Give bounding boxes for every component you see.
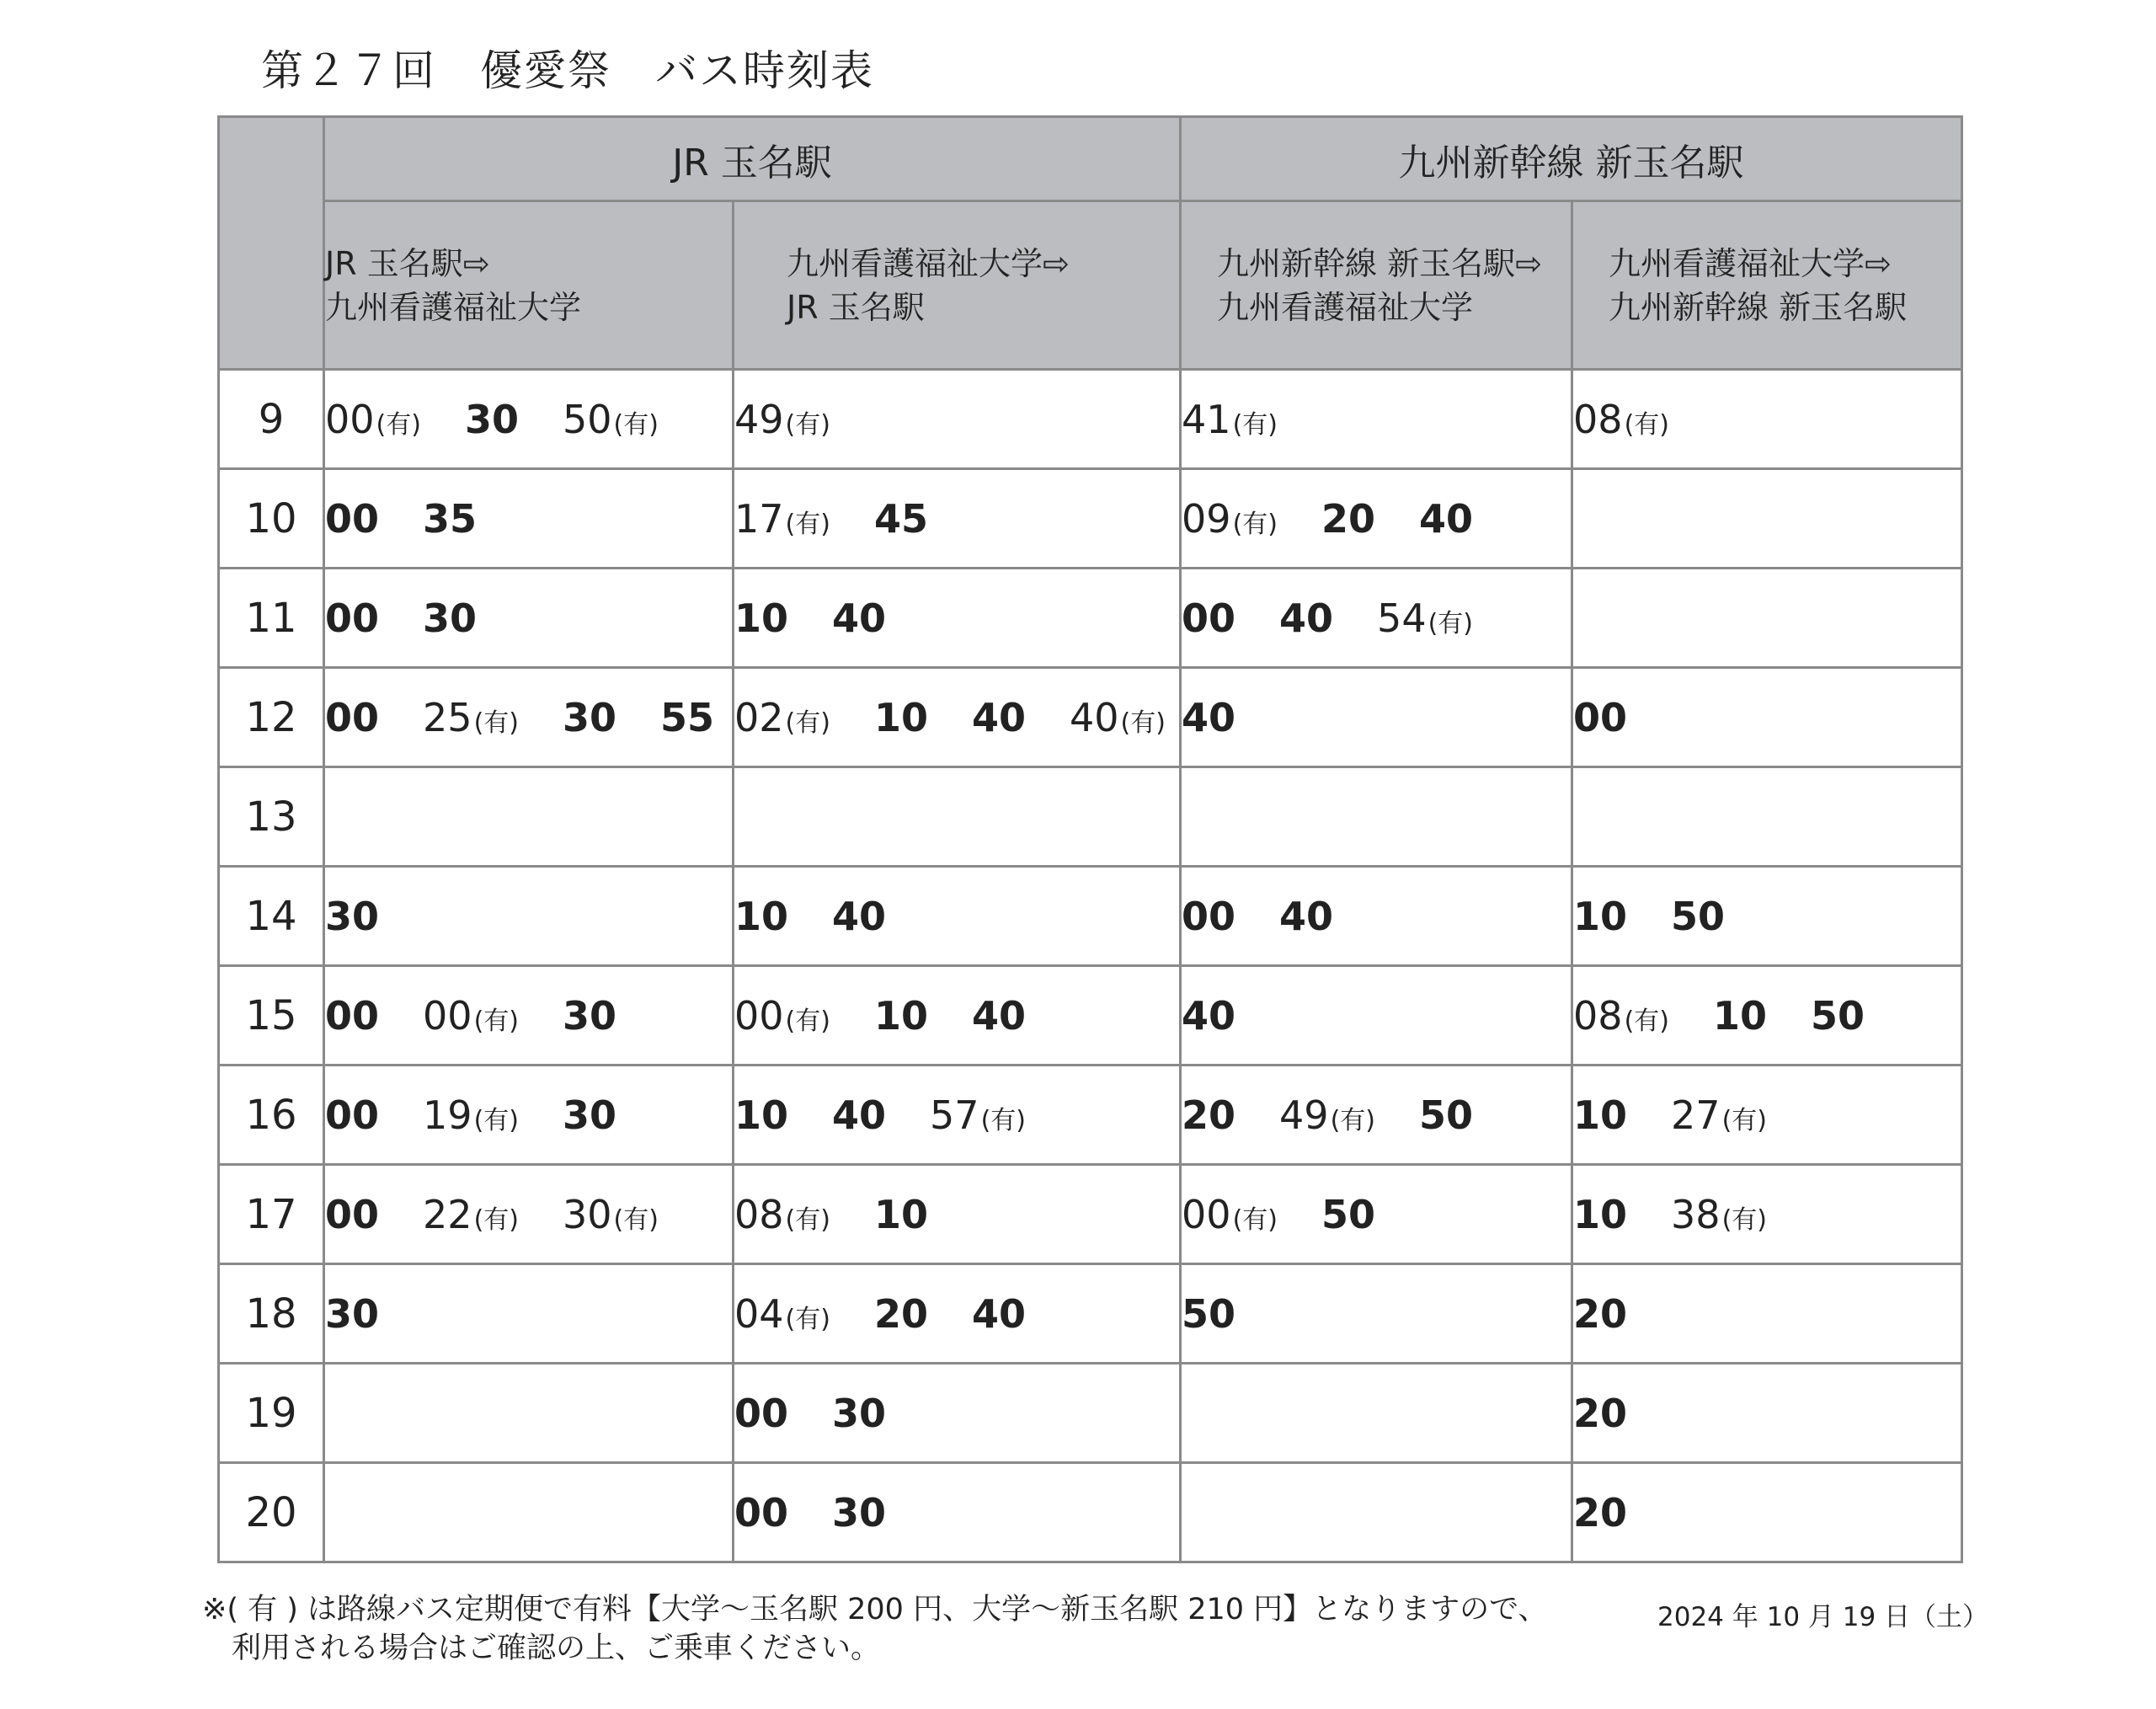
departure-times-cell bbox=[1572, 1165, 1962, 1264]
departure-minute: 49 bbox=[1279, 1092, 1329, 1138]
route-header: 九州看護福祉大学⇨ 九州新幹線 新玉名駅 bbox=[1572, 201, 1962, 370]
paid-departure bbox=[1279, 1092, 1375, 1138]
departure-times-cell bbox=[1572, 668, 1962, 767]
departure-times-cell bbox=[1572, 1264, 1962, 1364]
departure-times-cell bbox=[1572, 1463, 1962, 1562]
departure-minute: 30 bbox=[464, 396, 519, 442]
departure-minute: 00 bbox=[1573, 694, 1628, 740]
paid-mark: (有) bbox=[785, 708, 830, 738]
route-header: 九州看護福祉大学⇨ JR 玉名駅 bbox=[734, 201, 1181, 370]
departure-times-cell bbox=[1572, 966, 1962, 1065]
table-row bbox=[219, 1264, 1962, 1364]
free-departure bbox=[423, 496, 477, 542]
departure-minute: 00 bbox=[325, 495, 380, 542]
hour-header bbox=[219, 117, 324, 370]
departure-minute: 00 bbox=[325, 595, 380, 641]
departure-minute: 30 bbox=[832, 1489, 887, 1535]
free-departure bbox=[1321, 496, 1375, 542]
hour-cell: 13 bbox=[219, 767, 324, 867]
hour-cell: 14 bbox=[219, 867, 324, 966]
departure-minute: 40 bbox=[832, 893, 887, 939]
departure-minute: 00 bbox=[325, 992, 380, 1039]
free-departure bbox=[325, 1291, 379, 1337]
paid-mark: (有) bbox=[785, 1204, 830, 1235]
table-row bbox=[219, 469, 1962, 569]
departure-minute: 40 bbox=[1279, 893, 1334, 939]
free-departure bbox=[325, 595, 379, 641]
paid-departure bbox=[734, 496, 830, 542]
paid-departure bbox=[734, 1192, 830, 1237]
departure-times-cell bbox=[734, 370, 1181, 469]
departure-times-cell bbox=[1181, 370, 1572, 469]
departure-minute: 40 bbox=[832, 595, 887, 641]
free-departure bbox=[325, 1092, 379, 1138]
departure-minute: 40 bbox=[1182, 992, 1236, 1039]
departure-minute: 27 bbox=[1671, 1092, 1721, 1138]
departure-minute: 30 bbox=[423, 595, 478, 641]
free-departure bbox=[325, 496, 379, 542]
free-departure bbox=[874, 1291, 928, 1337]
departure-minute: 40 bbox=[971, 1290, 1026, 1337]
departure-minute: 00 bbox=[734, 1390, 789, 1436]
free-departure bbox=[1573, 1490, 1627, 1535]
paid-mark: (有) bbox=[473, 1204, 519, 1235]
departure-minute: 10 bbox=[734, 1092, 789, 1138]
free-departure bbox=[832, 595, 886, 641]
departure-times-cell bbox=[324, 469, 734, 569]
paid-mark: (有) bbox=[785, 409, 830, 440]
departure-times-cell bbox=[1572, 867, 1962, 966]
departure-minute: 30 bbox=[325, 1290, 380, 1337]
departure-minute: 30 bbox=[562, 694, 616, 740]
route-header: 九州新幹線 新玉名駅⇨ 九州看護福祉大学 bbox=[1181, 201, 1572, 370]
departure-times-cell bbox=[1572, 1364, 1962, 1463]
departure-times-cell bbox=[324, 867, 734, 966]
paid-departure bbox=[1377, 595, 1473, 641]
departure-times-cell bbox=[1181, 1364, 1572, 1463]
paid-departure bbox=[423, 1092, 519, 1138]
departure-minute: 00 bbox=[1182, 595, 1236, 641]
paid-mark: (有) bbox=[1330, 1105, 1375, 1135]
date-label: 2024 年 10 月 19 日（土） bbox=[1657, 1602, 1989, 1632]
free-departure bbox=[1811, 993, 1865, 1039]
departure-minute: 10 bbox=[873, 992, 928, 1039]
departure-times-cell bbox=[734, 1264, 1181, 1364]
departure-minute: 00 bbox=[325, 1092, 380, 1138]
departure-minute: 45 bbox=[873, 495, 928, 542]
page-title: 第２７回 優愛祭 バス時刻表 bbox=[261, 46, 874, 95]
departure-times-cell bbox=[1572, 469, 1962, 569]
departure-minute: 54 bbox=[1377, 595, 1427, 641]
free-departure bbox=[832, 1391, 886, 1436]
departure-times-cell bbox=[1181, 569, 1572, 668]
departure-minute: 38 bbox=[1671, 1191, 1721, 1237]
paid-mark: (有) bbox=[1232, 509, 1278, 539]
table-row bbox=[219, 1065, 1962, 1165]
departure-minute: 00 bbox=[734, 1489, 789, 1535]
table-row bbox=[219, 867, 1962, 966]
paid-mark: (有) bbox=[1624, 1006, 1669, 1036]
free-departure bbox=[832, 1490, 886, 1535]
departure-times-cell bbox=[324, 1364, 734, 1463]
free-departure bbox=[1573, 1391, 1627, 1436]
paid-departure bbox=[1182, 1192, 1278, 1237]
departure-times-cell bbox=[1181, 1065, 1572, 1165]
departure-minute: 20 bbox=[1573, 1489, 1628, 1535]
table-row bbox=[219, 1463, 1962, 1562]
free-departure bbox=[1573, 695, 1627, 740]
route-header: JR 玉名駅⇨ 九州看護福祉大学 bbox=[324, 201, 734, 370]
fare-footnote: ※( 有 ) は路線バス定期便で有料【大学〜玉名駅 200 円、大学〜新玉名駅 210 円】となりますので、 利用される場合はご確認の上、ご乗車ください。 bbox=[202, 1593, 1548, 1665]
departure-minute: 10 bbox=[873, 694, 928, 740]
free-departure bbox=[563, 1092, 616, 1138]
departure-minute: 19 bbox=[423, 1092, 472, 1138]
hour-cell: 15 bbox=[219, 966, 324, 1065]
hour-cell: 12 bbox=[219, 668, 324, 767]
free-departure bbox=[1182, 1291, 1235, 1337]
free-departure bbox=[325, 1192, 379, 1237]
departure-minute: 30 bbox=[562, 1191, 612, 1237]
departure-minute: 30 bbox=[562, 1092, 616, 1138]
free-departure bbox=[734, 1391, 788, 1436]
paid-mark: (有) bbox=[613, 1204, 659, 1235]
departure-minute: 40 bbox=[1419, 495, 1474, 542]
departure-times-cell bbox=[324, 569, 734, 668]
free-departure bbox=[1182, 595, 1235, 641]
departure-minute: 10 bbox=[1573, 1191, 1628, 1237]
departure-times-cell bbox=[734, 668, 1181, 767]
departure-minute: 35 bbox=[423, 495, 478, 542]
departure-minute: 40 bbox=[1279, 595, 1334, 641]
paid-mark: (有) bbox=[613, 409, 659, 440]
free-departure bbox=[874, 695, 928, 740]
departure-times-cell bbox=[1181, 1463, 1572, 1562]
departure-minute: 40 bbox=[971, 992, 1026, 1039]
paid-mark: (有) bbox=[473, 1006, 519, 1036]
hour-cell: 10 bbox=[219, 469, 324, 569]
departure-minute: 10 bbox=[1573, 1092, 1628, 1138]
table-row bbox=[219, 668, 1962, 767]
paid-departure bbox=[563, 397, 659, 442]
paid-departure bbox=[423, 695, 519, 740]
departure-minute: 50 bbox=[1321, 1191, 1375, 1237]
departure-minute: 50 bbox=[1671, 893, 1726, 939]
free-departure bbox=[1419, 496, 1473, 542]
paid-mark: (有) bbox=[473, 1105, 519, 1135]
free-departure bbox=[832, 894, 886, 939]
paid-mark: (有) bbox=[785, 1006, 830, 1036]
free-departure bbox=[972, 695, 1026, 740]
table-row bbox=[219, 767, 1962, 867]
paid-departure bbox=[325, 397, 421, 442]
departure-times-cell bbox=[324, 668, 734, 767]
departure-minute: 10 bbox=[734, 893, 789, 939]
departure-minute: 50 bbox=[1811, 992, 1865, 1039]
paid-mark: (有) bbox=[1721, 1105, 1767, 1135]
departure-minute: 08 bbox=[734, 1191, 784, 1237]
paid-mark: (有) bbox=[785, 509, 830, 539]
paid-departure bbox=[563, 1192, 659, 1237]
table-row bbox=[219, 370, 1962, 469]
departure-times-cell bbox=[734, 1165, 1181, 1264]
departure-times-cell bbox=[1572, 370, 1962, 469]
free-departure bbox=[1321, 1192, 1375, 1237]
departure-minute: 00 bbox=[325, 396, 375, 442]
departure-times-cell bbox=[324, 1264, 734, 1364]
departure-times-cell bbox=[1181, 966, 1572, 1065]
departure-minute: 50 bbox=[562, 396, 612, 442]
paid-mark: (有) bbox=[1721, 1204, 1767, 1235]
departure-times-cell bbox=[324, 1065, 734, 1165]
departure-minute: 40 bbox=[1070, 694, 1119, 740]
paid-departure bbox=[930, 1092, 1026, 1138]
paid-departure bbox=[734, 695, 830, 740]
departure-times-cell bbox=[734, 569, 1181, 668]
departure-minute: 17 bbox=[734, 495, 784, 542]
hour-cell: 20 bbox=[219, 1463, 324, 1562]
paid-departure bbox=[423, 1192, 519, 1237]
departure-times-cell bbox=[734, 867, 1181, 966]
paid-departure bbox=[1671, 1092, 1767, 1138]
free-departure bbox=[325, 695, 379, 740]
departure-minute: 40 bbox=[832, 1092, 887, 1138]
paid-departure bbox=[1573, 397, 1669, 442]
free-departure bbox=[1182, 993, 1235, 1039]
group-header-shin-tamana: 九州新幹線 新玉名駅 bbox=[1181, 117, 1962, 201]
departure-minute: 20 bbox=[1573, 1390, 1628, 1436]
free-departure bbox=[423, 595, 477, 641]
free-departure bbox=[660, 695, 714, 740]
hour-cell: 16 bbox=[219, 1065, 324, 1165]
free-departure bbox=[734, 1092, 788, 1138]
free-departure bbox=[734, 1490, 788, 1535]
departure-times-cell bbox=[1181, 668, 1572, 767]
departure-minute: 00 bbox=[325, 694, 380, 740]
hour-cell: 11 bbox=[219, 569, 324, 668]
paid-mark: (有) bbox=[376, 409, 421, 440]
paid-departure bbox=[423, 993, 519, 1039]
departure-times-cell bbox=[1181, 1264, 1572, 1364]
free-departure bbox=[874, 993, 928, 1039]
departure-minute: 04 bbox=[734, 1290, 784, 1337]
departure-minute: 20 bbox=[1321, 495, 1375, 542]
departure-minute: 20 bbox=[873, 1290, 928, 1337]
departure-minute: 10 bbox=[1712, 992, 1767, 1039]
free-departure bbox=[1671, 894, 1725, 939]
departure-times-cell bbox=[1181, 469, 1572, 569]
table-row bbox=[219, 569, 1962, 668]
bus-timetable bbox=[217, 115, 1963, 1563]
hour-cell: 19 bbox=[219, 1364, 324, 1463]
free-departure bbox=[1419, 1092, 1473, 1138]
paid-mark: (有) bbox=[1624, 409, 1669, 440]
departure-minute: 20 bbox=[1182, 1092, 1236, 1138]
free-departure bbox=[1573, 1092, 1627, 1138]
free-departure bbox=[874, 1192, 928, 1237]
departure-minute: 57 bbox=[930, 1092, 979, 1138]
table-row bbox=[219, 1364, 1962, 1463]
free-departure bbox=[1573, 1192, 1627, 1237]
departure-times-cell bbox=[734, 1065, 1181, 1165]
paid-departure bbox=[734, 993, 830, 1039]
departure-minute: 30 bbox=[832, 1390, 887, 1436]
free-departure bbox=[325, 894, 379, 939]
group-header-jr-tamana: JR 玉名駅 bbox=[324, 117, 1181, 201]
departure-times-cell bbox=[1572, 1065, 1962, 1165]
departure-times-cell bbox=[734, 1463, 1181, 1562]
departure-minute: 00 bbox=[734, 992, 784, 1039]
departure-minute: 22 bbox=[423, 1191, 472, 1237]
paid-mark: (有) bbox=[1232, 409, 1278, 440]
free-departure bbox=[734, 894, 788, 939]
departure-minute: 30 bbox=[562, 992, 616, 1039]
departure-minute: 55 bbox=[660, 694, 715, 740]
departure-times-cell bbox=[1572, 569, 1962, 668]
free-departure bbox=[1713, 993, 1767, 1039]
departure-minute: 30 bbox=[325, 893, 380, 939]
free-departure bbox=[563, 695, 616, 740]
paid-mark: (有) bbox=[1232, 1204, 1278, 1235]
departure-times-cell bbox=[734, 966, 1181, 1065]
paid-departure bbox=[1070, 695, 1166, 740]
timetable-body bbox=[219, 370, 1962, 1562]
paid-mark: (有) bbox=[1120, 708, 1166, 738]
paid-mark: (有) bbox=[980, 1105, 1026, 1135]
table-row bbox=[219, 1165, 1962, 1264]
departure-minute: 00 bbox=[325, 1191, 380, 1237]
departure-times-cell bbox=[1181, 767, 1572, 867]
free-departure bbox=[832, 1092, 886, 1138]
paid-mark: (有) bbox=[473, 708, 519, 738]
departure-times-cell bbox=[1572, 767, 1962, 867]
departure-minute: 10 bbox=[873, 1191, 928, 1237]
free-departure bbox=[1279, 894, 1333, 939]
departure-minute: 40 bbox=[971, 694, 1026, 740]
free-departure bbox=[465, 397, 519, 442]
departure-times-cell bbox=[734, 469, 1181, 569]
departure-minute: 02 bbox=[734, 694, 784, 740]
departure-minute: 09 bbox=[1182, 495, 1231, 542]
departure-minute: 08 bbox=[1573, 992, 1623, 1039]
departure-minute: 10 bbox=[1573, 893, 1628, 939]
paid-departure bbox=[1671, 1192, 1767, 1237]
departure-times-cell bbox=[324, 966, 734, 1065]
departure-minute: 41 bbox=[1182, 396, 1231, 442]
departure-times-cell bbox=[734, 1364, 1181, 1463]
departure-minute: 08 bbox=[1573, 396, 1623, 442]
departure-times-cell bbox=[1181, 867, 1572, 966]
departure-times-cell bbox=[324, 1463, 734, 1562]
paid-mark: (有) bbox=[1428, 608, 1474, 638]
paid-departure bbox=[1182, 496, 1278, 542]
free-departure bbox=[1279, 595, 1333, 641]
departure-times-cell bbox=[324, 1165, 734, 1264]
free-departure bbox=[325, 993, 379, 1039]
free-departure bbox=[1573, 894, 1627, 939]
free-departure bbox=[1182, 695, 1235, 740]
departure-times-cell bbox=[324, 370, 734, 469]
departure-minute: 00 bbox=[1182, 893, 1236, 939]
departure-minute: 25 bbox=[423, 694, 472, 740]
departure-minute: 20 bbox=[1573, 1290, 1628, 1337]
departure-times-cell bbox=[324, 767, 734, 867]
hour-cell: 18 bbox=[219, 1264, 324, 1364]
paid-mark: (有) bbox=[785, 1304, 830, 1334]
hour-cell: 17 bbox=[219, 1165, 324, 1264]
paid-departure bbox=[1182, 397, 1278, 442]
departure-minute: 40 bbox=[1182, 694, 1236, 740]
paid-departure bbox=[734, 397, 830, 442]
free-departure bbox=[1182, 894, 1235, 939]
free-departure bbox=[972, 1291, 1026, 1337]
departure-times-cell bbox=[734, 767, 1181, 867]
free-departure bbox=[734, 595, 788, 641]
free-departure bbox=[1182, 1092, 1235, 1138]
departure-times-cell bbox=[1181, 1165, 1572, 1264]
free-departure bbox=[972, 993, 1026, 1039]
departure-minute: 10 bbox=[734, 595, 789, 641]
departure-minute: 00 bbox=[423, 992, 472, 1039]
hour-cell: 9 bbox=[219, 370, 324, 469]
departure-minute: 00 bbox=[1182, 1191, 1231, 1237]
paid-departure bbox=[1573, 993, 1669, 1039]
table-row bbox=[219, 966, 1962, 1065]
departure-minute: 49 bbox=[734, 396, 784, 442]
departure-minute: 50 bbox=[1419, 1092, 1474, 1138]
departure-minute: 50 bbox=[1182, 1290, 1236, 1337]
free-departure bbox=[563, 993, 616, 1039]
free-departure bbox=[1573, 1291, 1627, 1337]
free-departure bbox=[874, 496, 928, 542]
paid-departure bbox=[734, 1291, 830, 1337]
